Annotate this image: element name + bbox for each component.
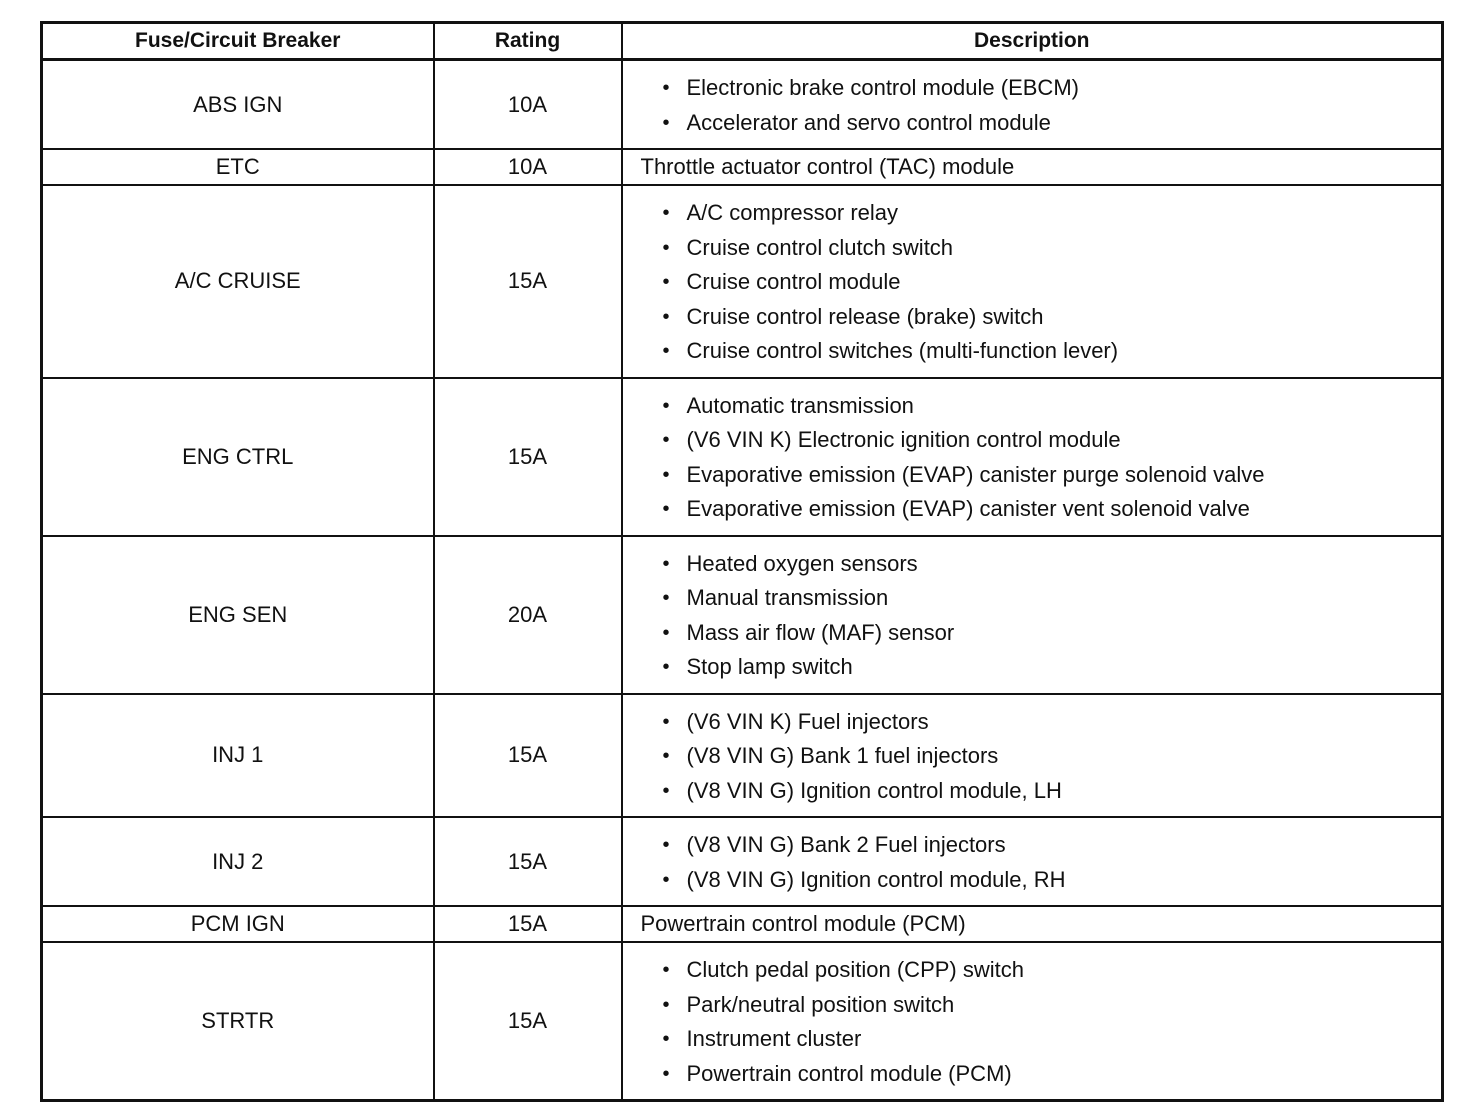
fuse-name: ENG CTRL [42,378,434,536]
description-item: • Evaporative emission (EVAP) canister purge solenoid valve [663,458,1442,493]
table-row [42,817,1443,906]
fuse-rating: 15A [434,942,622,1101]
fuse-description [622,906,1443,942]
table-row [42,60,1443,150]
description-item: • Evaporative emission (EVAP) canister vent solenoid valve [663,492,1442,527]
description-item: • (V8 VIN G) Bank 1 fuel injectors [663,739,1442,774]
description-item: • Automatic transmission [663,389,1442,424]
fuse-name: A/C CRUISE [42,185,434,378]
table-row [42,185,1443,378]
description-item: • Clutch pedal position (CPP) switch [663,953,1442,988]
header-rating: Rating [434,23,622,60]
fuse-rating: 15A [434,817,622,906]
fuse-rating: 15A [434,906,622,942]
fuse-name: ENG SEN [42,536,434,694]
header-row [42,23,1443,60]
description-item: • Accelerator and servo control module [663,106,1442,141]
description-item: • Stop lamp switch [663,650,1442,685]
description-item: • Heated oxygen sensors [663,547,1442,582]
description-item: • Cruise control release (brake) switch [663,300,1442,335]
description-item: • (V8 VIN G) Bank 2 Fuel injectors [663,828,1442,863]
fuse-description [622,149,1443,185]
description-item: • Instrument cluster [663,1022,1442,1057]
description-item: • Cruise control clutch switch [663,231,1442,266]
table-row [42,942,1443,1101]
fuse-name: INJ 1 [42,694,434,818]
fuse-description [622,60,1443,150]
description-item: • (V8 VIN G) Ignition control module, LH [663,774,1442,809]
fuse-description [622,536,1443,694]
fuse-description [622,694,1443,818]
description-list [641,818,1442,905]
description-text: Powertrain control module (PCM) [640,911,966,936]
fuse-name: ETC [42,149,434,185]
description-item: • A/C compressor relay [663,196,1442,231]
table-row [42,536,1443,694]
description-item: • (V6 VIN K) Electronic ignition control module [663,423,1442,458]
fuse-name: ABS IGN [42,60,434,150]
description-item: • Park/neutral position switch [663,988,1442,1023]
table-body [42,60,1443,1101]
fuse-rating: 10A [434,149,622,185]
description-list [641,537,1442,693]
fuse-description [622,817,1443,906]
table-row [42,694,1443,818]
fuse-rating: 20A [434,536,622,694]
header-description: Description [622,23,1443,60]
header-fuse: Fuse/Circuit Breaker [42,23,434,60]
fuse-table [40,21,1444,1102]
fuse-description [622,942,1443,1101]
fuse-name: INJ 2 [42,817,434,906]
fuse-description [622,378,1443,536]
description-item: • (V8 VIN G) Ignition control module, RH [663,863,1442,898]
fuse-name: STRTR [42,942,434,1101]
description-list [641,61,1442,148]
table-row [42,378,1443,536]
description-item: • Mass air flow (MAF) sensor [663,616,1442,651]
fuse-description [622,185,1443,378]
description-list [641,186,1442,377]
table-header [42,23,1443,60]
fuse-rating: 15A [434,694,622,818]
description-text: Throttle actuator control (TAC) module [640,154,1015,179]
table-row [42,906,1443,942]
description-item: • Cruise control module [663,265,1442,300]
description-item: • Electronic brake control module (EBCM) [663,71,1442,106]
description-item: • Manual transmission [663,581,1442,616]
description-list [641,379,1442,535]
description-list [641,943,1442,1099]
fuse-rating: 15A [434,185,622,378]
table-row [42,149,1443,185]
fuse-rating: 10A [434,60,622,150]
fuse-rating: 15A [434,378,622,536]
description-item: • (V6 VIN K) Fuel injectors [663,705,1442,740]
fuse-name: PCM IGN [42,906,434,942]
description-list [641,695,1442,817]
description-item: • Powertrain control module (PCM) [663,1057,1442,1092]
description-item: • Cruise control switches (multi-function lever) [663,334,1442,369]
